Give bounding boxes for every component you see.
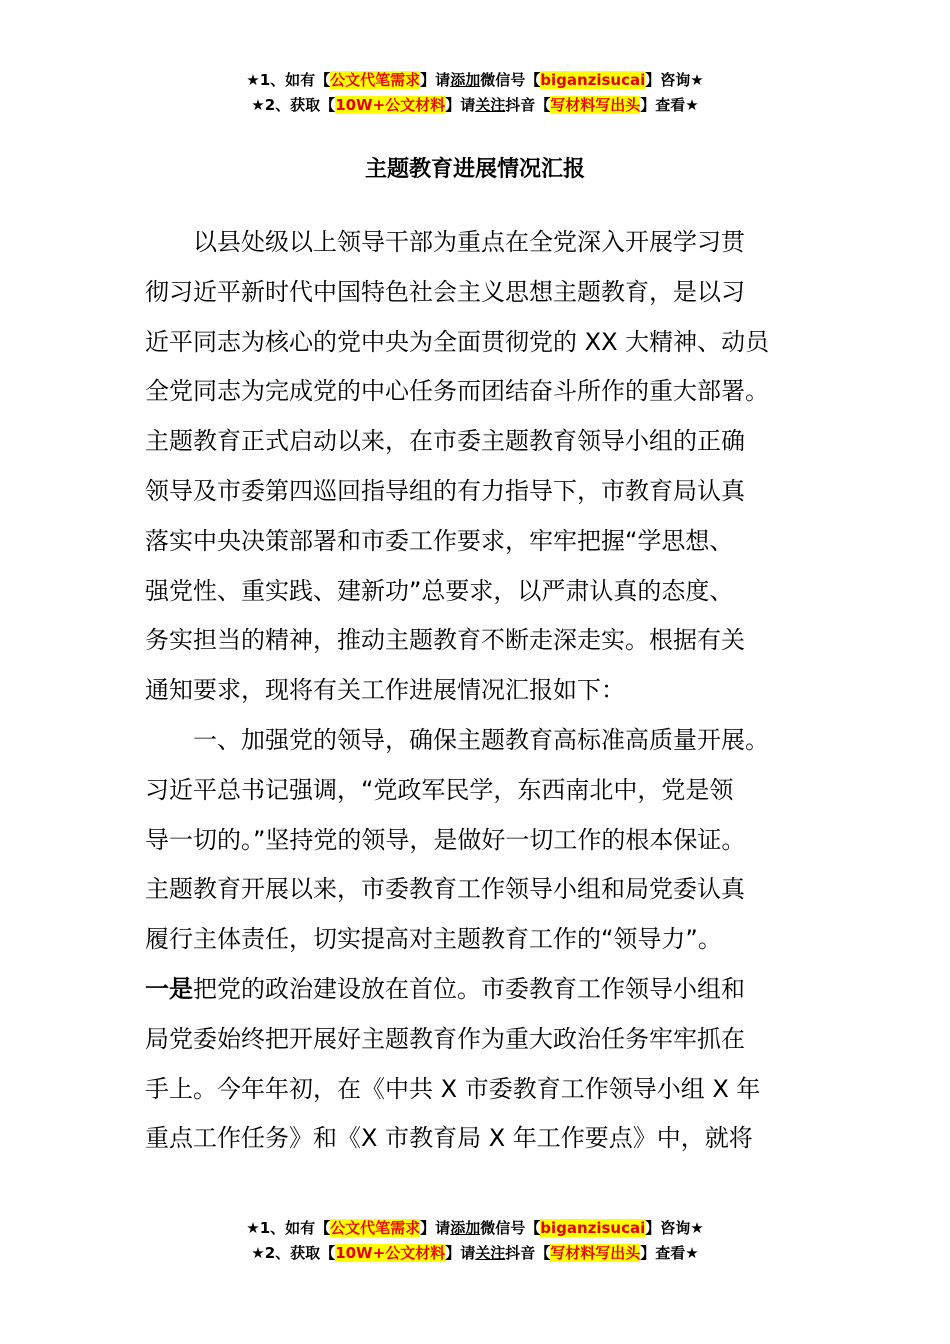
paragraph-line: 重点工作任务》和《X 市教育局 X 年工作要点》中，就将 [145, 1124, 753, 1153]
promo-text: ★2、获取【 [251, 1244, 336, 1262]
document-body [145, 218, 810, 1164]
section-heading-line: 一、加强党的领导，确保主题教育高标准高质量开展。 [193, 725, 769, 754]
paragraph-line: 领导及市委第四巡回指导组的有力指导下，市教育局认真 [145, 476, 745, 505]
paragraph-line: 主题教育正式启动以来，在市委主题教育领导小组的正确 [145, 427, 745, 456]
promo-highlight: 10W+公文材料 [335, 96, 446, 114]
paragraph-line: 务实担当的精神，推动主题教育不断走深走实。根据有关 [145, 626, 745, 655]
paragraph-line-text: 把党的政治建设放在首位。市委教育工作领导小组和 [193, 974, 745, 1003]
paragraph-line: 导一切的。”坚持党的领导，是做好一切工作的根本保证。 [145, 825, 746, 854]
paragraph-line: 强党性、重实践、建新功”总要求，以严肃认真的态度、 [145, 576, 734, 605]
paragraph-line: 通知要求，现将有关工作进展情况汇报如下： [145, 676, 625, 705]
promo-line-1 [0, 1216, 950, 1241]
promo-highlight-wechat: biganzisucai [540, 1219, 646, 1237]
promo-line-1 [0, 68, 950, 93]
promo-highlight: 10W+公文材料 [335, 1244, 446, 1262]
paragraph-line: 履行主体责任，切实提高对主题教育工作的“领导力”。 [145, 925, 722, 954]
promo-underline: 添加 [450, 1219, 481, 1237]
promo-highlight-douyin: 写材料写出头 [550, 96, 641, 114]
promo-text: 微信号【 [480, 71, 541, 89]
paragraph-line: 局党委始终把开展好主题教育作为重大政治任务牢牢抓在 [145, 1024, 745, 1053]
promo-banner-top [0, 68, 950, 118]
promo-highlight: 公文代笔需求 [330, 1219, 421, 1237]
promo-text: 】请 [445, 96, 476, 114]
paragraph-line: 习近平总书记强调，“党政军民学，东西南北中，党是领 [145, 775, 734, 804]
promo-text: 抖音【 [505, 96, 551, 114]
promo-text: 】请 [445, 1244, 476, 1262]
paragraph-line: 落实中央决策部署和市委工作要求，牢牢把握“学思想、 [145, 526, 734, 555]
paragraph-line-with-lead [145, 965, 810, 1015]
promo-text: ★2、获取【 [251, 96, 336, 114]
promo-underline: 关注 [475, 96, 506, 114]
promo-text: 微信号【 [480, 1219, 541, 1237]
paragraph-line: 手上。今年年初，在《中共 X 市委教育工作领导小组 X 年 [145, 1074, 761, 1103]
promo-text: ★1、如有【 [246, 1219, 331, 1237]
promo-highlight-douyin: 写材料写出头 [550, 1244, 641, 1262]
promo-text: 】请 [420, 1219, 451, 1237]
promo-underline: 添加 [450, 71, 481, 89]
paragraph-line: 全党同志为完成党的中心任务而团结奋斗所作的重大部署。 [145, 377, 769, 406]
paragraph-line: 以县处级以上领导干部为重点在全党深入开展学习贯 [193, 228, 745, 256]
paragraph-line: 主题教育开展以来，市委教育工作领导小组和局党委认真 [145, 875, 745, 904]
promo-highlight-wechat: biganzisucai [540, 71, 646, 89]
promo-line-2 [0, 93, 950, 118]
promo-underline: 关注 [475, 1244, 506, 1262]
promo-highlight: 公文代笔需求 [330, 71, 421, 89]
promo-text: 】咨询★ [645, 71, 704, 89]
promo-text: 】查看★ [640, 96, 699, 114]
promo-text: 】咨询★ [645, 1219, 704, 1237]
promo-text: 】查看★ [640, 1244, 699, 1262]
paragraph-line: 彻习近平新时代中国特色社会主义思想主题教育，是以习 [145, 277, 745, 306]
promo-line-2 [0, 1241, 950, 1266]
document-title: 主题教育进展情况汇报 [364, 157, 585, 182]
promo-text: 】请 [420, 71, 451, 89]
promo-text: 抖音【 [505, 1244, 551, 1262]
promo-text: ★1、如有【 [246, 71, 331, 89]
paragraph-line: 近平同志为核心的党中央为全面贯彻党的 XX 大精神、动员 [145, 327, 770, 356]
promo-banner-bottom [0, 1216, 950, 1266]
bold-lead: 一是 [145, 974, 193, 1003]
